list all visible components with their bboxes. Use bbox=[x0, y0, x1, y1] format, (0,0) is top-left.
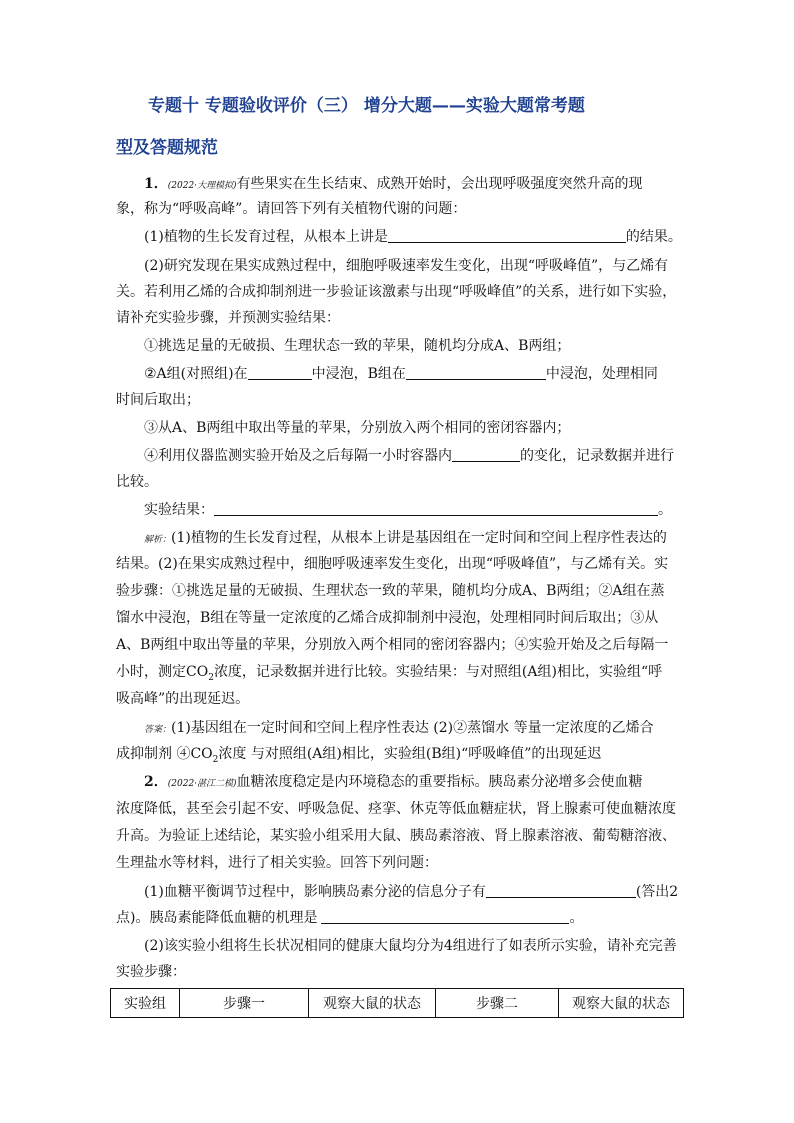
table-header-cell: 观察大鼠的状态 bbox=[559, 989, 684, 1018]
answer-blank[interactable] bbox=[214, 502, 658, 516]
q1-part2-line2: 关。若利用乙烯的合成抑制剂进一步验证该激素与出现“呼吸峰值”的关系，进行如下实验， bbox=[116, 284, 677, 300]
q1-analysis-line1: 解析：(1)植物的生长发育过程，从根本上讲是基因组在一定时间和空间上程序性表达的 bbox=[144, 530, 667, 546]
q2-line1: 2．(2022·湛江二模)血糖浓度稳定是内环境稳态的重要指标。胰岛素分泌增多会使血糖 bbox=[144, 774, 643, 790]
q1-analysis-line7: 吸高峰”的出现延迟。 bbox=[116, 691, 250, 707]
q2-part2-line2: 实验步骤： bbox=[116, 964, 186, 980]
q1-step2: ②A组(对照组)在 中浸泡，B组在 中浸泡，处理相同 bbox=[144, 366, 658, 382]
q1-analysis-line4: 馏水中浸泡，B组在等量一定浓度的乙烯合成抑制剂中浸泡，处理相同时间后取出；③从 bbox=[116, 610, 659, 626]
q2-line4: 生理盐水等材料，进行了相关实验。回答下列问题： bbox=[116, 855, 438, 871]
q1-analysis-line5: A、B两组中取出等量的苹果，分别放入两个相同的密闭容器内；④实验开始及之后每隔一 bbox=[116, 637, 669, 653]
q1-source: (2022·大理模拟) bbox=[167, 181, 237, 191]
q1-step3: ③从A、B两组中取出等量的苹果，分别放入两个相同的密闭容器内； bbox=[144, 420, 571, 436]
answer-blank[interactable] bbox=[406, 366, 546, 380]
answer-blank[interactable] bbox=[486, 884, 636, 898]
table-header-cell: 步骤二 bbox=[436, 989, 559, 1018]
q1-line1: 1．(2022·大理模拟)有些果实在生长结束、成熟开始时，会出现呼吸强度突然升高的现 bbox=[144, 176, 643, 192]
experiment-table bbox=[110, 988, 684, 1018]
q2-source: (2022·湛江二模) bbox=[167, 779, 237, 789]
q1-result: 实验结果： 。 bbox=[144, 502, 672, 518]
q1-part2-line3: 请补充实验步骤，并预测实验结果： bbox=[116, 310, 340, 326]
q1-analysis-line2: 结果。(2)在果实成熟过程中，细胞呼吸速率发生变化，出现“呼吸峰值”，与乙烯有关。实 bbox=[116, 556, 669, 572]
q2-number: 2． bbox=[144, 774, 168, 790]
page-title-line1: 专题十 专题验收评价（三） 增分大题——实验大题常考题 bbox=[148, 96, 585, 116]
answer-blank[interactable] bbox=[452, 448, 520, 462]
q1-part1: (1)植物的生长发育过程，从根本上讲是 的结果。 bbox=[144, 229, 682, 245]
table-header-cell: 观察大鼠的状态 bbox=[309, 989, 436, 1018]
table-header-cell: 步骤一 bbox=[180, 989, 309, 1018]
q1-step4: ④利用仪器监测实验开始及之后每隔一小时容器内 的变化，记录数据并进行 bbox=[144, 448, 674, 464]
q2-part1: (1)血糖平衡调节过程中，影响胰岛素分泌的信息分子有 (答出2 bbox=[144, 884, 679, 900]
q1-analysis-line6: 小时，测定$CO_2$浓度，记录数据并进行比较。实验结果：与对照组(A组)相比，实验组“呼 bbox=[116, 664, 663, 683]
answer-blank[interactable] bbox=[388, 229, 626, 243]
q1-line2: 象，称为“呼吸高峰”。请回答下列有关植物代谢的问题： bbox=[116, 201, 467, 217]
q1-step4-line2: 比较。 bbox=[116, 474, 158, 490]
table-header-cell: 实验组 bbox=[111, 989, 180, 1018]
q2-line2: 浓度降低，甚至会引起不安、呼吸急促、痉挛、休克等低血糖症状，肾上腺素可使血糖浓度 bbox=[116, 801, 676, 817]
answer-blank[interactable] bbox=[321, 910, 569, 924]
q2-part1-line2: 点)。胰岛素能降低血糖的机理是 。 bbox=[116, 910, 584, 926]
table-header-row bbox=[111, 989, 684, 1018]
q1-analysis-line3: 验步骤：①挑选足量的无破损、生理状态一致的苹果，随机均分成A、B两组；②A组在蒸 bbox=[116, 583, 665, 599]
q2-part2-line1: (2)该实验小组将生长状况相同的健康大鼠均分为4组进行了如表所示实验，请补充完善 bbox=[144, 938, 677, 954]
q1-step2-line2: 时间后取出； bbox=[116, 392, 200, 408]
q1-part2-line1: (2)研究发现在果实成熟过程中，细胞呼吸速率发生变化，出现“呼吸峰值”，与乙烯有 bbox=[144, 258, 669, 274]
page-title-line2: 型及答题规范 bbox=[116, 138, 218, 158]
q2-line3: 升高。为验证上述结论，某实验小组采用大鼠、胰岛素溶液、肾上腺素溶液、葡萄糖溶液、 bbox=[116, 828, 676, 844]
answer-blank[interactable] bbox=[248, 366, 312, 380]
answer-label: 答案： bbox=[144, 725, 172, 735]
q1-step1: ①挑选足量的无破损、生理状态一致的苹果，随机均分成A、B两组； bbox=[144, 338, 571, 354]
q1-number: 1． bbox=[144, 176, 168, 192]
analysis-label: 解析： bbox=[144, 535, 172, 545]
q1-answer-line2: 成抑制剂 $④CO_2$浓度 与对照组(A组)相比，实验组(B组)“呼吸峰值”的出现延迟 bbox=[116, 746, 602, 765]
q1-answer-line1: 答案：(1)基因组在一定时间和空间上程序性表达 (2)②蒸馏水 等量一定浓度的乙烯合 bbox=[144, 720, 654, 736]
